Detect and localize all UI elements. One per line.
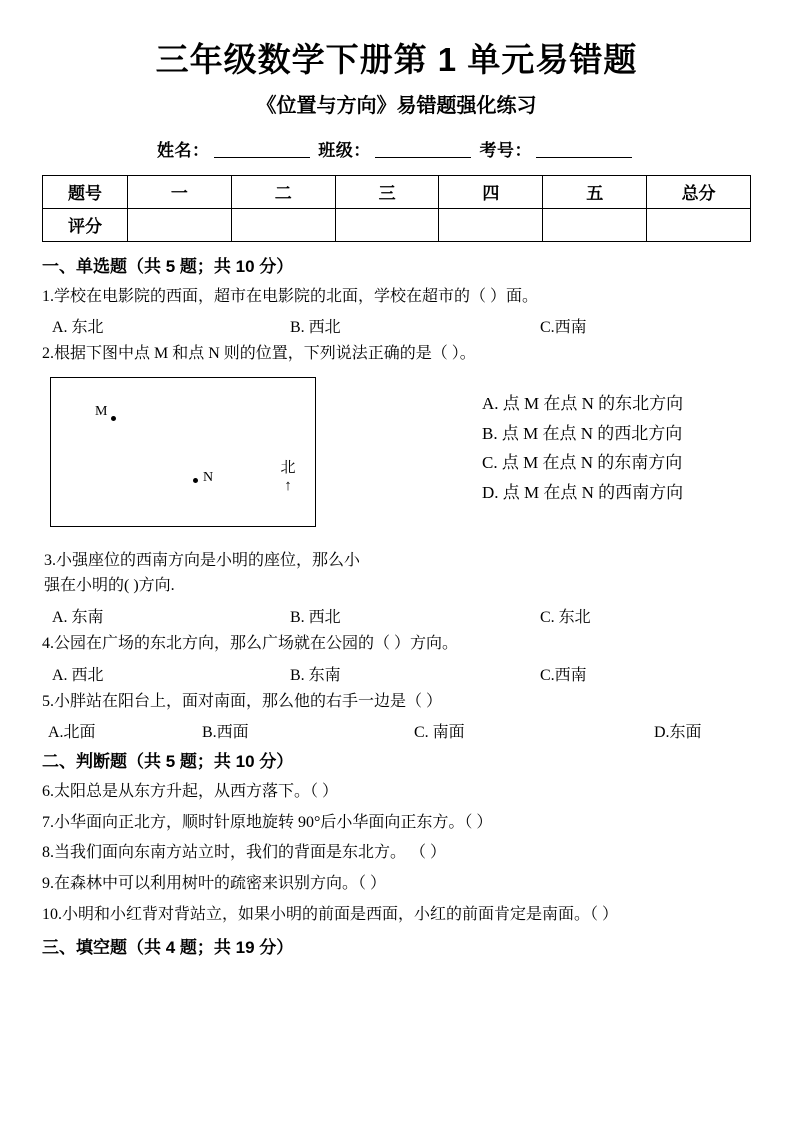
question-9-text: 9.在森林中可以利用树叶的疏密来识别方向。（ ）: [42, 874, 387, 892]
question-4-text: 4.公园在广场的东北方向，那么广场就在公园的（ ）方向。: [42, 634, 459, 652]
score-table-label-cell: 评分: [43, 208, 128, 241]
question-3-text-line2: 强在小明的( )方向.: [44, 577, 175, 595]
question-10-text: 10.小明和小红背对背站立，如果小明的前面是西面，小红的前面肯定是南面。（ ）: [42, 905, 619, 923]
score-table-input-cell[interactable]: [647, 208, 751, 241]
point-n-dot: [193, 478, 198, 483]
score-table-header-cell: 一: [128, 175, 232, 208]
point-m-label: M: [95, 403, 108, 419]
question-3-text-line1: 3.小强座位的西南方向是小明的座位，那么小: [44, 551, 361, 569]
score-table: [42, 175, 751, 242]
question-1-option-c[interactable]: C.西南: [540, 319, 587, 337]
question-7-text: 7.小华面向正北方，顺时针原地旋转 90°后小华面向正东方。（ ）: [42, 813, 493, 831]
north-arrow-icon: ↑: [284, 477, 292, 494]
question-8-text: 8.当我们面向东南方站立时，我们的背面是东北方。 （ ）: [42, 844, 447, 862]
score-table-header-cell: 三: [335, 175, 439, 208]
question-3-option-c[interactable]: C. 东北: [540, 608, 591, 626]
question-1-text: 1.学校在电影院的西面，超市在电影院的北面，学校在超市的（ ）面。: [42, 287, 539, 305]
exam-no-label: 考号：: [479, 140, 532, 160]
score-table-input-cell[interactable]: [543, 208, 647, 241]
question-5-options: [42, 719, 751, 742]
question-3-option-a[interactable]: A. 东南: [52, 608, 104, 626]
question-5-text: 5.小胖站在阳台上，面对南面，那么他的右手一边是（ ）: [42, 692, 443, 710]
name-label: 姓名：: [157, 140, 210, 160]
score-table-header-cell: 二: [231, 175, 335, 208]
score-table-header-cell: 四: [439, 175, 543, 208]
point-n-label: N: [203, 469, 214, 485]
question-5-option-d[interactable]: D.东面: [654, 724, 702, 742]
question-1-option-a[interactable]: A. 东北: [52, 319, 104, 337]
question-1-option-b[interactable]: B. 西北: [290, 319, 341, 337]
question-4-option-a[interactable]: A. 西北: [52, 666, 104, 684]
question-6-text: 6.太阳总是从东方升起，从西方落下。（ ）: [42, 783, 339, 801]
class-label: 班级：: [318, 140, 371, 160]
question-2-option-a[interactable]: A. 点 M 在点 N 的东北方向: [482, 393, 684, 413]
question-5-option-a[interactable]: A.北面: [48, 724, 96, 742]
question-3-option-b[interactable]: B. 西北: [290, 608, 341, 626]
score-table-input-cell[interactable]: [335, 208, 439, 241]
figure-frame: [50, 377, 316, 527]
page-title: 三年级数学下册第 1 单元易错题: [155, 41, 638, 78]
question-1-options: [42, 314, 751, 337]
table-row: [43, 175, 751, 208]
section-heading-true-false: 二、判断题（共 5 题；共 10 分）: [42, 752, 294, 772]
page-subtitle: 《位置与方向》易错题强化练习: [256, 94, 537, 117]
score-table-input-cell[interactable]: [128, 208, 232, 241]
question-4-option-b[interactable]: B. 东南: [290, 666, 341, 684]
question-2-text: 2.根据下图中点 M 和点 N 则的位置，下列说法正确的是（ ）。: [42, 345, 476, 363]
table-row: [43, 208, 751, 241]
score-table-header-cell: 题号: [43, 175, 128, 208]
name-blank[interactable]: [214, 157, 310, 158]
question-2-option-d[interactable]: D. 点 M 在点 N 的西南方向: [482, 483, 684, 503]
class-blank[interactable]: [375, 157, 471, 158]
question-5-option-c[interactable]: C. 南面: [414, 724, 465, 742]
question-4-options: [42, 662, 751, 682]
question-2-options: [482, 389, 683, 508]
section-heading-single-choice: 一、单选题（共 5 题；共 10 分）: [42, 256, 294, 276]
question-2-option-b[interactable]: B. 点 M 在点 N 的西北方向: [482, 423, 683, 443]
score-table-header-cell: 五: [543, 175, 647, 208]
question-5-option-b[interactable]: B.西面: [202, 724, 249, 742]
question-2-option-c[interactable]: C. 点 M 在点 N 的东南方向: [482, 453, 683, 473]
section-heading-fill-blank: 三、填空题（共 4 题；共 19 分）: [42, 938, 294, 958]
exam-no-blank[interactable]: [536, 157, 632, 158]
student-id-line: [42, 136, 751, 161]
question-2-figure: [42, 373, 751, 541]
north-indicator: [279, 456, 297, 494]
north-label: 北: [280, 459, 296, 476]
score-table-input-cell[interactable]: [231, 208, 335, 241]
point-m-dot: [111, 416, 116, 421]
question-3-options: [42, 604, 751, 624]
question-4-option-c[interactable]: C.西南: [540, 666, 587, 684]
score-table-header-cell: 总分: [647, 175, 751, 208]
score-table-input-cell[interactable]: [439, 208, 543, 241]
